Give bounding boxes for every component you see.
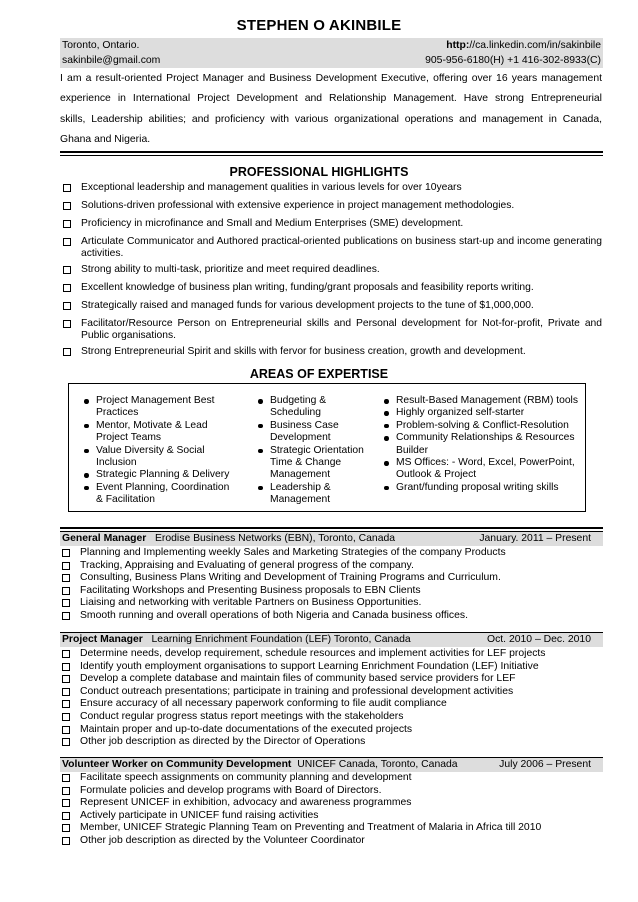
expertise-item: Strategic Planning & Delivery (79, 469, 239, 481)
job-duty: Ensure accuracy of all necessary paperwork conforming to file audit compliance (60, 698, 603, 711)
job-duties (60, 772, 603, 848)
expertise-item: Community Relationships & Resources Builder (379, 432, 584, 457)
job-duty: Maintain proper and up-to-date documentations of the executed projects (60, 724, 603, 737)
job-duty: Determine needs, develop requirement, schedule resources and implement activities for LEF projects (60, 648, 603, 661)
checkbox-bullet-icon (62, 824, 70, 832)
checkbox-bullet-icon (62, 812, 70, 820)
job-title: Volunteer Worker on Community Development (62, 759, 292, 770)
checkbox-bullet-icon (62, 562, 70, 570)
highlight-item: Facilitator/Resource Person on Entrepreneurial skills and Personal development for Not-for-profit, Private and Public organisations. (60, 318, 602, 342)
expertise-item: Project Management Best Practices (79, 395, 239, 420)
location: Toronto, Ontario. (62, 40, 140, 51)
expertise-item: Value Diversity & Social Inclusion (79, 445, 239, 470)
job-duty: Smooth running and overall operations of both Nigeria and Canada business offices. (60, 610, 603, 623)
bullet-icon (84, 486, 89, 491)
expertise-item: Leadership & Management (253, 482, 371, 507)
highlight-item: Strong ability to multi-task, prioritize and meet required deadlines. (60, 264, 602, 276)
checkbox-bullet-icon (62, 774, 70, 782)
expertise-item: Highly organized self-starter (379, 407, 584, 419)
job-duty: Conduct regular progress status report meetings with the stakeholders (60, 711, 603, 724)
expertise-item: Grant/funding proposal writing skills (379, 482, 584, 494)
job-duty: Other job description as directed by the Director of Operations (60, 736, 603, 749)
linkedin-link[interactable] (446, 38, 601, 53)
bullet-icon (84, 424, 89, 429)
job-title: Project Manager (62, 634, 143, 645)
highlight-item: Exceptional leadership and management qualities in various levels for over 10years (60, 182, 602, 194)
bullet-icon (384, 436, 389, 441)
job-duty: Develop a complete database and maintain files of community based service providers for LEF (60, 673, 603, 686)
expertise-item: Result-Based Management (RBM) tools (379, 395, 584, 407)
bullet-icon (258, 486, 263, 491)
job-header (60, 757, 603, 772)
checkbox-bullet-icon (62, 726, 70, 734)
section-divider-thin (60, 155, 603, 156)
highlight-item: Strong Entrepreneurial Spirit and skills with fervor for business creation, growth and development. (60, 346, 602, 358)
checkbox-bullet-icon (62, 799, 70, 807)
job-duty: Formulate policies and develop programs with Board of Directors. (60, 785, 603, 798)
highlight-item: Proficiency in microfinance and Small and Medium Enterprises (SME) development. (60, 218, 602, 230)
checkbox-bullet-icon (62, 837, 70, 845)
job-organization: Learning Enrichment Foundation (LEF) Toronto, Canada (151, 634, 411, 645)
checkbox-bullet-icon (62, 612, 70, 620)
summary-line: I am a result-oriented Project Manager and Business Development Executive, offering over 16 years management (60, 73, 602, 84)
job-duties (60, 547, 603, 623)
bullet-icon (384, 399, 389, 404)
summary-line: experience in International Project Development and Relationship Management. Have strong Entrepreneurial (60, 93, 602, 105)
section-divider (60, 151, 603, 153)
job-duty: Liaising and networking with veritable Partners on Business Opportunities. (60, 597, 603, 610)
highlights-title: PROFESSIONAL HIGHLIGHTS (229, 165, 409, 179)
job-dates: Oct. 2010 – Dec. 2010 (487, 634, 591, 645)
checkbox-bullet-icon (62, 738, 70, 746)
bullet-icon (258, 449, 263, 454)
highlight-item: Solutions-driven professional with extensive experience in project management methodologies. (60, 200, 602, 212)
expertise-item: MS Offices: - Word, Excel, PowerPoint, Outlook & Project (379, 457, 584, 482)
linkedin-prefix: http: (446, 40, 470, 51)
checkbox-bullet-icon (62, 574, 70, 582)
job-duty: Tracking, Appraising and Evaluating of general progress of the company. (60, 560, 603, 573)
job-duty: Conduct outreach presentations; participate in training and professional development activities (60, 686, 603, 699)
bullet-icon (84, 449, 89, 454)
job-header (60, 632, 603, 647)
bullet-icon (384, 486, 389, 491)
checkbox-bullet-icon (63, 184, 71, 192)
checkbox-bullet-icon (62, 700, 70, 708)
job-duty: Other job description as directed by the Volunteer Coordinator (60, 835, 603, 848)
bullet-icon (384, 461, 389, 466)
expertise-column-3 (379, 395, 584, 494)
job-duties (60, 648, 603, 749)
job-duty: Consulting, Business Plans Writing and Development of Training Programs and Curriculum. (60, 572, 603, 585)
checkbox-bullet-icon (62, 675, 70, 683)
job-title: General Manager (62, 533, 147, 544)
expertise-box (68, 383, 586, 512)
summary (60, 69, 602, 151)
job-duty: Facilitate speech assignments on community planning and development (60, 772, 603, 785)
checkbox-bullet-icon (62, 688, 70, 696)
checkbox-bullet-icon (62, 713, 70, 721)
checkbox-bullet-icon (63, 348, 71, 356)
job-duty: Identify youth employment organisations to support Learning Enrichment Foundation (LEF) Initiative (60, 661, 603, 674)
job-duty: Planning and Implementing weekly Sales and Marketing Strategies of the company Products (60, 547, 603, 560)
expertise-item: Problem-solving & Conflict-Resolution (379, 420, 584, 432)
job-duty: Represent UNICEF in exhibition, advocacy and awareness programmes (60, 797, 603, 810)
checkbox-bullet-icon (63, 220, 71, 228)
linkedin-url: //ca.linkedin.com/in/sakinbile (469, 40, 601, 51)
job-header (60, 531, 603, 546)
bullet-icon (258, 424, 263, 429)
phone-numbers: 905-956-6180(H) +1 416-302-8933(C) (425, 55, 601, 66)
job-duty: Member, UNICEF Strategic Planning Team on Preventing and Treatment of Malaria in Africa till 2010 (60, 822, 603, 835)
checkbox-bullet-icon (62, 599, 70, 607)
expertise-column-1 (79, 395, 239, 507)
highlight-item: Articulate Communicator and Authored practical-oriented publications on business start-up and income generating activities. (60, 236, 602, 260)
job-organization: UNICEF Canada, Toronto, Canada (297, 759, 458, 770)
candidate-name: STEPHEN O AKINBILE (236, 17, 402, 34)
job-dates: July 2006 – Present (499, 759, 591, 770)
expertise-title: AREAS OF EXPERTISE (249, 367, 389, 381)
contact-bar (60, 38, 603, 68)
checkbox-bullet-icon (62, 787, 70, 795)
checkbox-bullet-icon (62, 549, 70, 557)
checkbox-bullet-icon (63, 202, 71, 210)
checkbox-bullet-icon (63, 320, 71, 328)
job-duty: Actively participate in UNICEF fund raising activities (60, 810, 603, 823)
expertise-item: Event Planning, Coordination & Facilitation (79, 482, 239, 507)
summary-line: skills, Leadership abilities; and proficiency with various organizational operations and management in Canada, (60, 113, 602, 125)
checkbox-bullet-icon (63, 266, 71, 274)
highlights-list (60, 182, 602, 364)
checkbox-bullet-icon (63, 302, 71, 310)
section-divider (60, 527, 603, 529)
expertise-item: Business Case Development (253, 420, 371, 445)
summary-line: Ghana and Nigeria. (60, 134, 151, 146)
expertise-item: Strategic Orientation Time & Change Management (253, 445, 371, 482)
email[interactable]: sakinbile@gmail.com (62, 55, 161, 66)
checkbox-bullet-icon (62, 587, 70, 595)
job-dates: January. 2011 – Present (479, 533, 591, 544)
bullet-icon (84, 473, 89, 478)
highlight-item: Excellent knowledge of business plan writing, funding/grant proposals and feasibility reports writing. (60, 282, 602, 294)
bullet-icon (84, 399, 89, 404)
highlight-item: Strategically raised and managed funds for various development projects to the tune of $1,000,000. (60, 300, 602, 312)
checkbox-bullet-icon (63, 284, 71, 292)
job-duty: Facilitating Workshops and Presenting Business proposals to EBN Clients (60, 585, 603, 598)
expertise-column-2 (253, 395, 371, 507)
expertise-item: Mentor, Motivate & Lead Project Teams (79, 420, 239, 445)
checkbox-bullet-icon (63, 238, 71, 246)
checkbox-bullet-icon (62, 663, 70, 671)
expertise-item: Budgeting & Scheduling (253, 395, 371, 420)
bullet-icon (384, 424, 389, 429)
bullet-icon (384, 411, 389, 416)
job-organization: Erodise Business Networks (EBN), Toronto, Canada (154, 533, 396, 544)
bullet-icon (258, 399, 263, 404)
checkbox-bullet-icon (62, 650, 70, 658)
